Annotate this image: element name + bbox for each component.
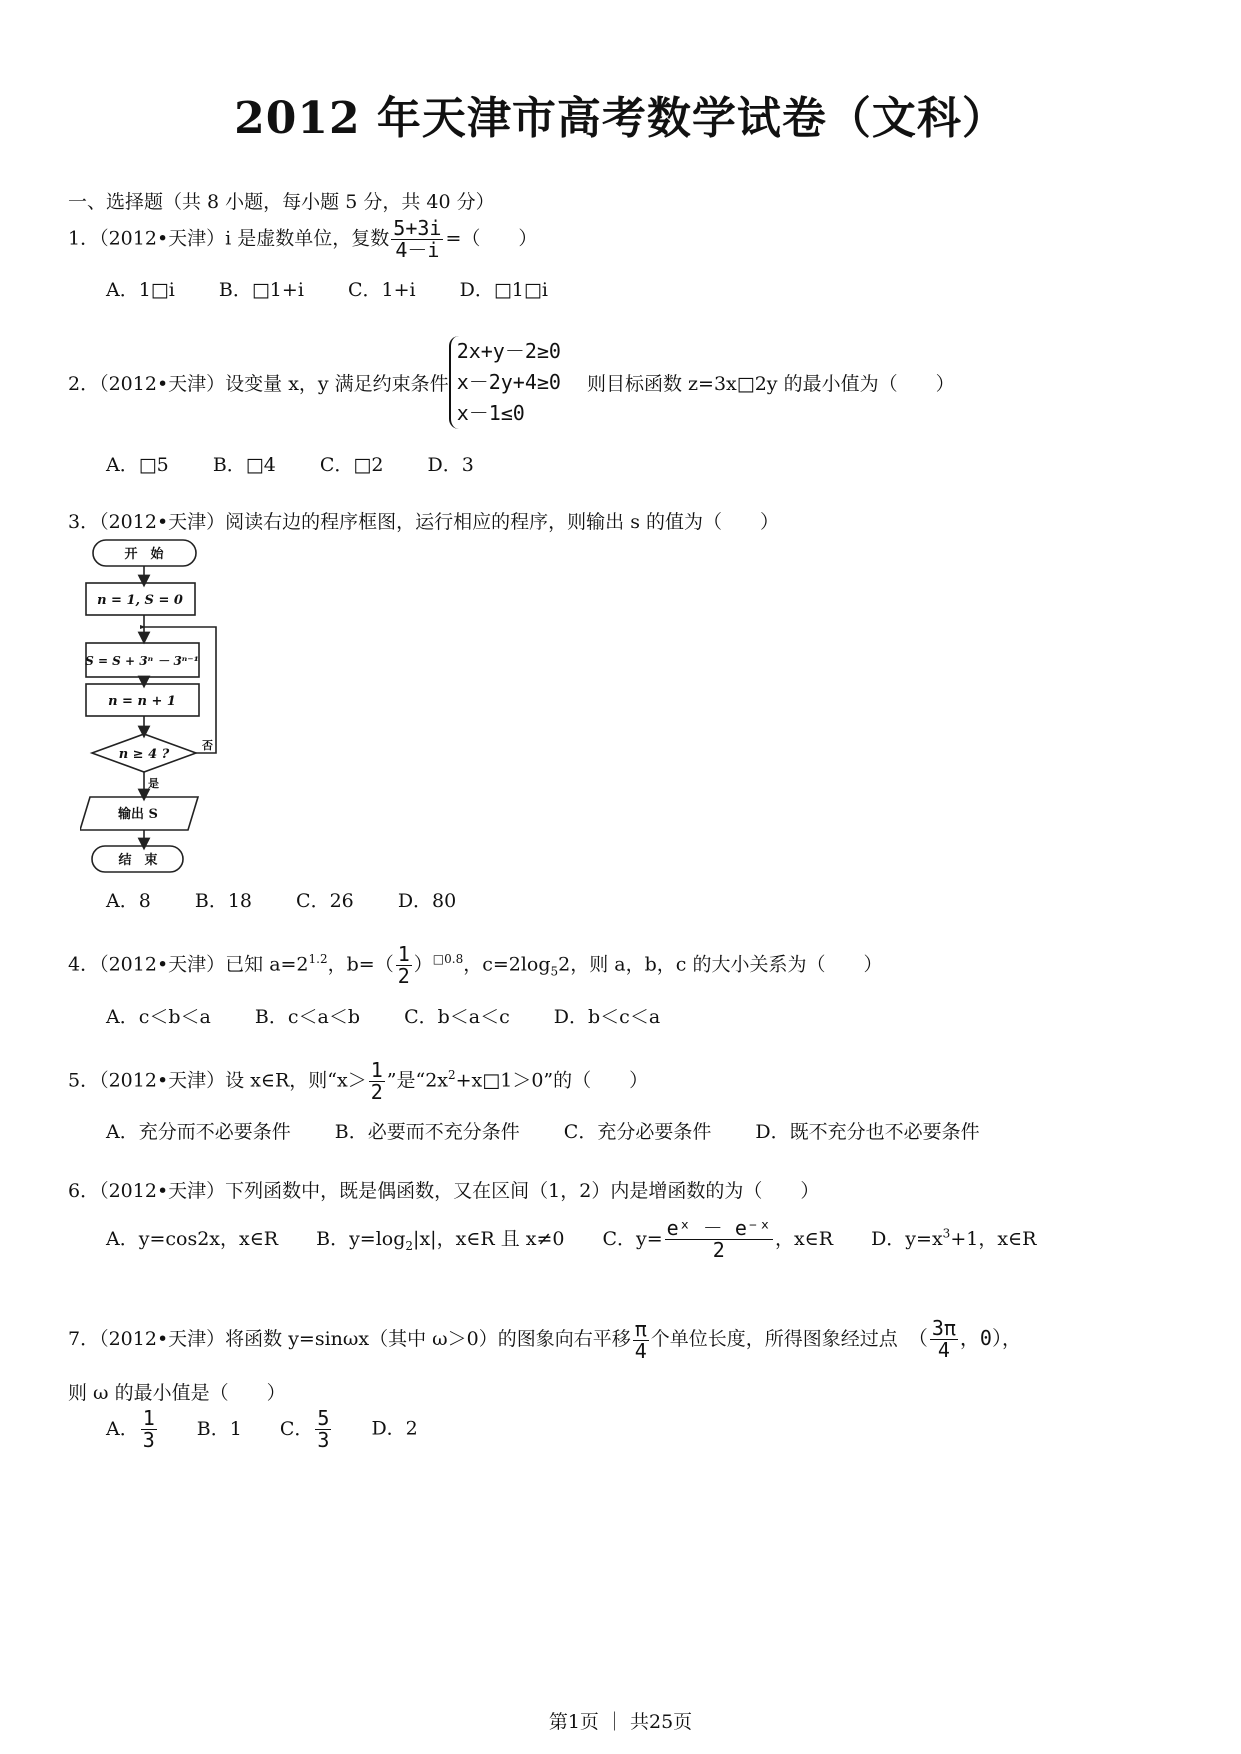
q1-option-c: C．1+i [347, 279, 416, 301]
q1-option-a: A．1□i [106, 279, 175, 301]
q6-option-a: A．y=cos2x，x∈R [106, 1227, 279, 1250]
q7-point: （ $\frac{3\pi}{4}$ ，0） [907, 1316, 1002, 1362]
q2-constraint-1: 2x+y－2≥0 [456, 339, 561, 363]
question-3: 3．（2012•天津）阅读右边的程序框图，运行相应的程序，则输出 s 的值为（ ） [68, 511, 779, 533]
flow-yes-label: 是 [148, 777, 159, 790]
flow-update-s-label: S = S + 3ⁿ － 3ⁿ⁻¹ [85, 654, 199, 668]
q2-lead: 2．（2012•天津）设变量 x，y 满足约束条件 [68, 373, 449, 395]
q2-option-c: C．□2 [319, 454, 384, 476]
q6-option-d: D．$y=x^3+1$，x∈R [871, 1226, 1037, 1250]
q3-option-c: C．26 [296, 890, 354, 912]
q2-options [106, 450, 512, 477]
flow-end-label: 结 束 [118, 853, 158, 868]
q1-option-b: B．□1+i [218, 279, 304, 301]
q2-tail: 则目标函数 z=3x□2y 的最小值为（ ） [586, 373, 955, 395]
q3-option-a: A．8 [106, 890, 151, 912]
flow-condition-label: n ≥ 4 ? [118, 747, 170, 762]
flow-init-label: n = 1, S = 0 [97, 593, 183, 608]
q4-b-close: ） [413, 953, 433, 976]
q3-option-d: D．80 [397, 890, 457, 912]
q4-options [106, 1002, 698, 1029]
q5-tail: +x□1＞0”的（ ） [455, 1069, 649, 1092]
q4-option-c: C．b＜a＜c [404, 1006, 510, 1028]
q3-option-b: B．18 [194, 890, 252, 912]
q5-exponent: 2 [448, 1068, 456, 1083]
q4-option-d: D．b＜c＜a [553, 1006, 661, 1028]
q1-fraction: $\frac{5+3i}{4-i}$ [393, 216, 442, 262]
q6-options [106, 1218, 1036, 1261]
question-4 [68, 944, 882, 987]
q5-mid: ”是“2x [386, 1069, 448, 1092]
q7-comma: ， [1001, 1328, 1021, 1350]
question-1 [68, 218, 537, 261]
page-footer: 第1页 ｜ 共25页 [548, 1711, 693, 1733]
q4-c-subscript: 5 [550, 964, 559, 979]
q7-option-d: D．2 [371, 1417, 418, 1440]
q7-options [106, 1408, 418, 1451]
q2-option-d: D．3 [427, 454, 474, 476]
q3-options [106, 886, 494, 913]
q5-option-c: C．充分必要条件 [563, 1121, 712, 1143]
q7-lead: 7．（2012•天津）将函数 y=sinωx（其中 ω＞0）的图象向右平移 [68, 1328, 631, 1350]
q6-c-fraction: $\frac{\text{eˣ － e⁻ˣ}}{2}$ [666, 1216, 771, 1262]
q4-a-exponent: 1.2 [308, 952, 328, 967]
q7-mid: 个单位长度，所得图象经过点 [650, 1328, 898, 1350]
q1-option-d: D．□1□i [459, 279, 548, 301]
q3-flowchart [80, 535, 260, 880]
q4-option-a: A．c＜b＜a [106, 1006, 211, 1028]
q7-option-c: C． $\frac{5}{3}$ [279, 1406, 330, 1452]
q1-lead: 1．（2012•天津）i 是虚数单位，复数 [68, 227, 390, 250]
q5-option-b: B．必要而不充分条件 [334, 1121, 520, 1143]
q4-b-lead: ，b=（ [327, 953, 394, 976]
q4-b-exponent: □0.8 [432, 952, 464, 967]
q5-fraction: $\frac{1}{2}$ [370, 1058, 383, 1104]
flow-update-n-label: n = n + 1 [108, 694, 176, 709]
q4-tail: 2，则 a，b，c 的大小关系为（ ） [558, 953, 883, 976]
q7-option-a: A． $\frac{1}{3}$ [106, 1406, 155, 1452]
q2-constraint-3: x－1≤0 [456, 401, 525, 425]
q1-options [106, 275, 586, 302]
flow-loop-back-line [144, 627, 216, 753]
q4-lead: 4．（2012•天津）已知 a=2 [68, 953, 309, 976]
q4-c-part: ，c=2log [463, 953, 551, 976]
page-title: 2012 年天津市高考数学试卷（文科） [234, 93, 1007, 144]
q7-line2: 则 ω 的最小值是（ ） [68, 1382, 286, 1404]
section-heading: 一、选择题（共 8 小题，每小题 5 分，共 40 分） [68, 191, 495, 213]
q2-constraint-system [449, 336, 561, 429]
q5-option-a: A．充分而不必要条件 [106, 1121, 291, 1143]
q1-tail: =（ ） [445, 227, 538, 250]
question-6: 6．（2012•天津）下列函数中，既是偶函数，又在区间（1，2）内是增函数的为（ ） [68, 1180, 820, 1202]
q4-option-b: B．c＜a＜b [254, 1006, 361, 1028]
q5-lead: 5．（2012•天津）设 x∈R，则“x＞ [68, 1069, 367, 1092]
question-7 [68, 1318, 1021, 1362]
q7-option-b: B．1 [196, 1417, 242, 1440]
q2-constraint-2: x－2y+4≥0 [456, 370, 561, 394]
flow-output-label: 输出 S [118, 807, 158, 822]
q5-option-d: D．既不充分也不必要条件 [755, 1121, 980, 1143]
q7-shift-fraction: $\frac{\pi}{4}$ [634, 1316, 647, 1363]
q6-option-c: C．y= $\frac{\text{eˣ － e⁻ˣ}}{2}$ ，x∈R [602, 1216, 834, 1262]
flow-no-label: 否 [202, 739, 213, 752]
flow-start-label: 开 始 [124, 547, 164, 562]
question-2 [68, 336, 955, 429]
question-5 [68, 1060, 648, 1103]
q6-option-b: B．$y=\log_2|x|$，x∈R 且 x≠0 [316, 1227, 565, 1253]
q4-b-fraction: $\frac{1}{2}$ [397, 942, 410, 988]
q2-option-b: B．□4 [212, 454, 276, 476]
q5-options [106, 1117, 1018, 1144]
q2-option-a: A．□5 [106, 454, 169, 476]
